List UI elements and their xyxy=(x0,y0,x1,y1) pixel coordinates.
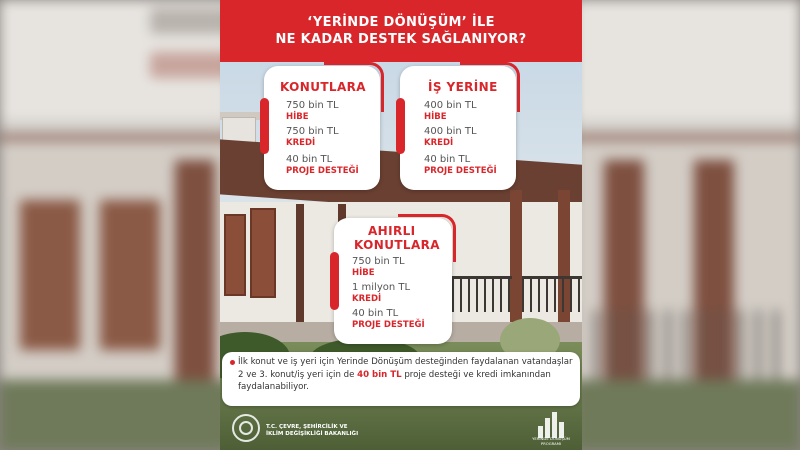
bullet-icon xyxy=(230,360,235,365)
blurred-background-left xyxy=(0,0,230,450)
credit-amount: 750 bin TL xyxy=(286,126,339,137)
info-text-after: proje desteği ve kredi imkanından faydalanabiliyor. xyxy=(238,369,551,392)
grant-label: HİBE xyxy=(286,112,309,122)
project-label: PROJE DESTEĞİ xyxy=(286,166,359,176)
credit-amount: 400 bin TL xyxy=(424,126,477,137)
card-title: İŞ YERİNE xyxy=(428,80,498,94)
info-text xyxy=(238,356,574,394)
grant-amount: 400 bin TL xyxy=(424,100,477,111)
ministry-line-1: T.C. ÇEVRE, ŞEHİRCİLİK VE xyxy=(266,424,348,430)
grant-amount: 750 bin TL xyxy=(286,100,339,111)
project-label: PROJE DESTEĞİ xyxy=(424,166,497,176)
ministry-name xyxy=(266,424,366,438)
credit-label: KREDİ xyxy=(424,138,454,148)
grant-label: HİBE xyxy=(424,112,447,122)
project-amount: 40 bin TL xyxy=(352,308,399,319)
grant-amount: 750 bin TL xyxy=(352,256,405,267)
program-logo-text: YERİNDE DÖNÜŞÜM PROGRAMI xyxy=(532,436,570,446)
card-title-line-1: AHIRLI xyxy=(368,224,416,238)
info-box xyxy=(222,352,580,406)
card-ahirli-konutlara xyxy=(334,218,452,344)
card-is-yerine xyxy=(400,66,516,190)
credit-amount: 1 milyon TL xyxy=(352,282,411,293)
poster-footer xyxy=(220,406,582,450)
card-title-line-2: KONUTLARA xyxy=(354,238,440,252)
header-line-2: NE KADAR DESTEK SAĞLANIYOR? xyxy=(275,32,527,47)
project-amount: 40 bin TL xyxy=(286,154,333,165)
project-label: PROJE DESTEĞİ xyxy=(352,320,425,330)
grant-label: HİBE xyxy=(352,268,375,278)
blurred-background-right xyxy=(574,0,800,450)
ministry-line-2: İKLİM DEĞİŞİKLİĞİ BAKANLIĞI xyxy=(266,431,359,437)
infographic-poster xyxy=(220,0,582,450)
card-konutlara xyxy=(264,66,380,190)
info-highlight: 40 bin TL xyxy=(357,369,402,380)
card-title: KONUTLARA xyxy=(280,80,366,94)
header-line-1: ‘YERİNDE DÖNÜŞÜM’ İLE xyxy=(307,15,495,30)
project-amount: 40 bin TL xyxy=(424,154,471,165)
credit-label: KREDİ xyxy=(352,294,382,304)
credit-label: KREDİ xyxy=(286,138,316,148)
poster-header xyxy=(220,0,582,62)
info-text-before: İlk konut ve iş yeri için Yerinde Dönüşüm desteğinden faydalanan vatandaşlar 2 ve 3. konut/iş yeri için de xyxy=(238,357,573,380)
ministry-seal-icon xyxy=(232,414,260,442)
